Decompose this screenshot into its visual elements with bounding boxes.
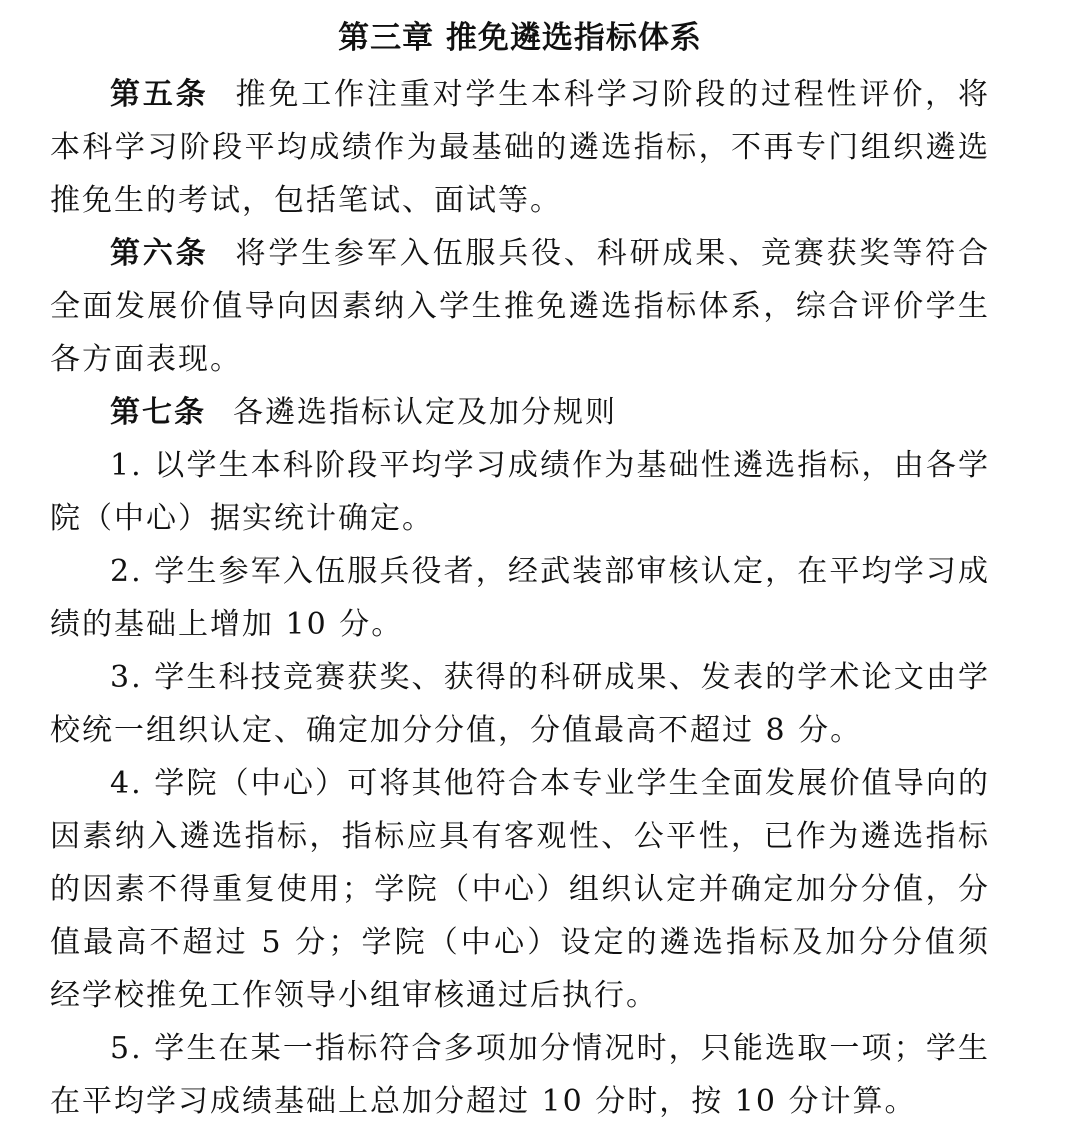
chapter-title: 第三章 推免遴选指标体系 [338, 20, 702, 56]
rule-item-5: 5. 学生在某一指标符合多项加分情况时，只能选取一项；学生在平均学习成绩基础上总加分超过 10 分时，按 10 分计算。 [50, 1031, 990, 1119]
article-5-text: 推免工作注重对学生本科学习阶段的过程性评价，将本科学习阶段平均成绩作为最基础的遴选指标，不再专门组织遴选推免生的考试，包括笔试、面试等。 [50, 77, 991, 218]
article-7-text: 各遴选指标认定及加分规则 [233, 395, 617, 430]
article-6-label: 第六条 [110, 236, 209, 271]
rule-item-4: 4. 学院（中心）可将其他符合本专业学生全面发展价值导向的因素纳入遴选指标，指标应具有客观性、公平性，已作为遴选指标的因素不得重复使用；学院（中心）组织认定并确定加分分值，分值最高不超过 5 分；学院（中心）设定的遴选指标及加分分值须经学校推免工作领导小组审核通过后执行。 [50, 766, 990, 1013]
article-6 [50, 227, 990, 386]
article-5 [50, 68, 990, 227]
article-6-text: 将学生参军入伍服兵役、科研成果、竞赛获奖等符合全面发展价值导向因素纳入学生推免遴选指标体系，综合评价学生各方面表现。 [50, 236, 991, 377]
article-7-label: 第七条 [110, 395, 206, 430]
rule-item-3: 3. 学生科技竞赛获奖、获得的科研成果、发表的学术论文由学校统一组织认定、确定加分分值，分值最高不超过 8 分。 [50, 660, 990, 748]
rule-item-1: 1. 以学生本科阶段平均学习成绩作为基础性遴选指标，由各学院（中心）据实统计确定。 [50, 448, 990, 536]
article-7 [50, 386, 990, 439]
article-5-label: 第五条 [110, 77, 209, 112]
rule-item-2: 2. 学生参军入伍服兵役者，经武装部审核认定，在平均学习成绩的基础上增加 10 分。 [50, 554, 990, 642]
document-page [50, 12, 990, 1128]
